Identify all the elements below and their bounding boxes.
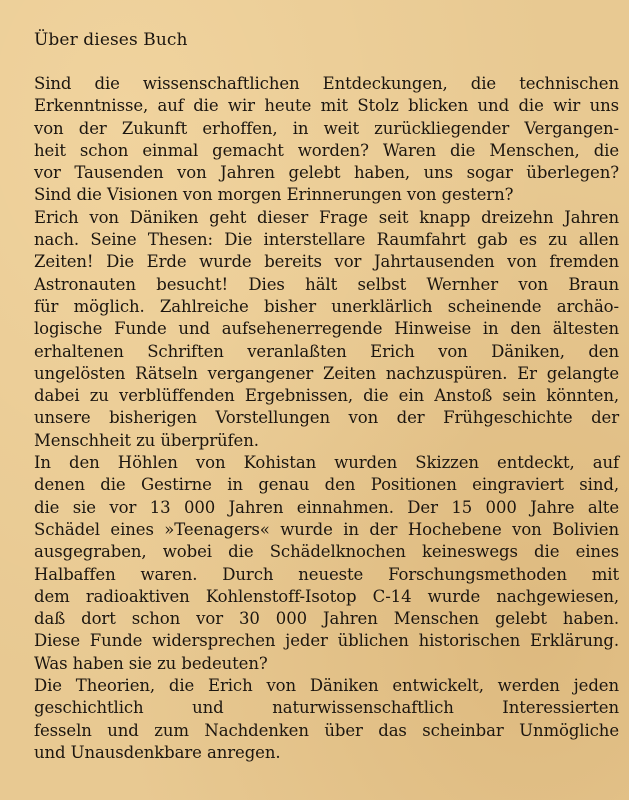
text-line: Erkenntnisse, auf die wir heute mit Stolz blicken und die wir uns xyxy=(34,96,619,116)
text-line: fesseln und zum Nachdenken über das scheinbar Unmögliche xyxy=(34,720,619,740)
text-line: Schädel eines »Teenagers« wurde in der Hochebene von Bolivien xyxy=(34,519,619,539)
text-line: vor Tausenden von Jahren gelebt haben, uns sogar überlegen? xyxy=(34,163,619,183)
text-line: Menschheit zu überprüfen. xyxy=(34,430,259,450)
text-line: Diese Funde widersprechen jeder üblichen historischen Erklärung. xyxy=(34,631,619,651)
text-line: geschichtlich und naturwissenschaftlich Interessierten xyxy=(34,698,619,718)
text-line: Sind die wissenschaftlichen Entdeckungen, die technischen xyxy=(34,74,619,93)
text-line: für möglich. Zahlreiche bisher unerklärlich scheinende archäo- xyxy=(34,296,619,316)
text-line: die sie vor 13 000 Jahren einnahmen. Der 15 000 Jahre alte xyxy=(34,497,619,517)
paragraph xyxy=(34,452,619,675)
paragraph xyxy=(34,207,619,452)
page-heading: Über dieses Buch xyxy=(34,30,188,50)
book-page xyxy=(34,28,619,764)
text-line: Erich von Däniken geht dieser Frage seit knapp dreizehn Jahren xyxy=(34,207,619,227)
text-line: Astronauten besucht! Dies hält selbst Wernher von Braun xyxy=(34,274,619,294)
text-line: Zeiten! Die Erde wurde bereits vor Jahrtausenden von fremden xyxy=(34,252,619,272)
paragraph xyxy=(34,675,619,764)
text-line: Was haben sie zu bedeuten? xyxy=(34,653,268,673)
text-line: ausgegraben, wobei die Schädelknochen keineswegs die eines xyxy=(34,542,619,562)
text-line: Halbaffen waren. Durch neueste Forschungsmethoden mit xyxy=(34,564,619,584)
text-line: von der Zukunft erhoffen, in weit zurückliegender Vergangen- xyxy=(34,118,619,138)
text-line: nach. Seine Thesen: Die interstellare Raumfahrt gab es zu allen xyxy=(34,230,619,250)
text-line: dem radioaktiven Kohlenstoff-Isotop C-14 wurde nachgewiesen, xyxy=(34,586,619,606)
text-line: ungelösten Rätseln vergangener Zeiten nachzuspüren. Er gelangte xyxy=(34,363,619,383)
text-line: Sind die Visionen von morgen Erinnerungen von gestern? xyxy=(34,185,514,205)
text-line: dabei zu verblüffenden Ergebnissen, die ein Anstoß sein könnten, xyxy=(34,386,619,406)
text-line: erhaltenen Schriften veranlaßten Erich von Däniken, den xyxy=(34,341,619,361)
text-line: heit schon einmal gemacht worden? Waren die Menschen, die xyxy=(34,140,619,160)
body-text xyxy=(34,73,619,764)
text-line: und Unausdenkbare anregen. xyxy=(34,742,281,762)
text-line: daß dort schon vor 30 000 Jahren Menschen gelebt haben. xyxy=(34,609,619,629)
text-line: Die Theorien, die Erich von Däniken entwickelt, werden jeden xyxy=(34,676,619,696)
text-line: unsere bisherigen Vorstellungen von der Frühgeschichte der xyxy=(34,408,619,428)
text-line: denen die Gestirne in genau den Positionen eingraviert sind, xyxy=(34,475,619,495)
paragraph xyxy=(34,73,619,207)
text-line: logische Funde und aufsehenerregende Hinweise in den ältesten xyxy=(34,319,619,339)
text-line: In den Höhlen von Kohistan wurden Skizzen entdeckt, auf xyxy=(34,453,619,473)
